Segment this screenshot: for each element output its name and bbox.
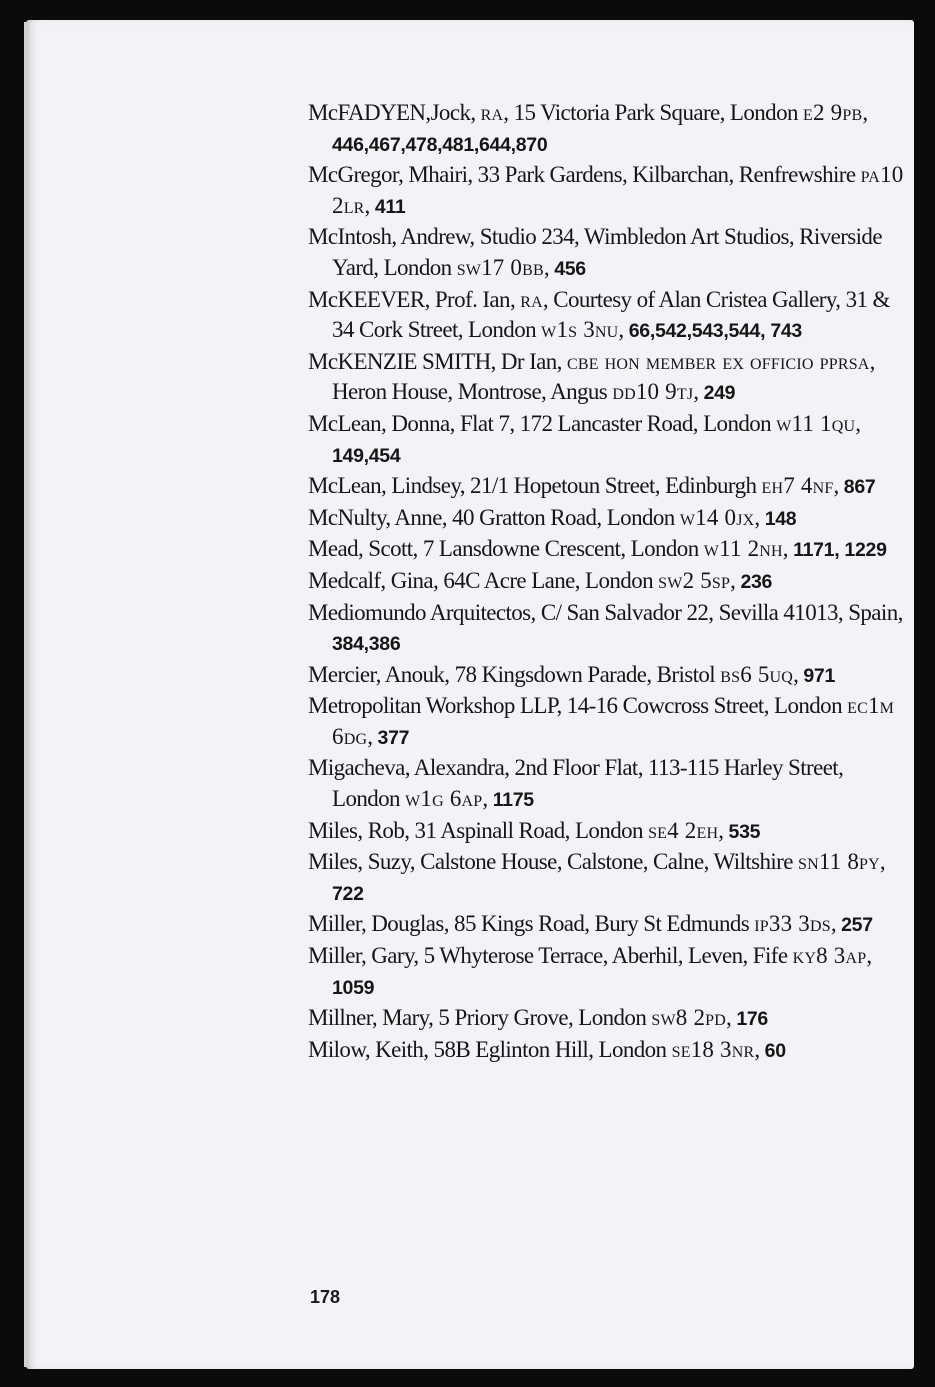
index-entry: Millner, Mary, 5 Priory Grove, London sw8 2pd, 176 [308,1005,768,1031]
entry-name: Millner, Mary, [308,1005,434,1031]
entry-name: McGregor, Mhairi, [308,162,473,188]
entry-address: 78 Kingsdown Parade, Bristol [449,661,716,687]
entry-address: 5 Whyterose Terrace, Aberhil, Leven, Fife [418,943,788,969]
index-entry: McLean, Donna, Flat 7, 172 Lancaster Road, London w11 1qu, 149,454 [308,410,861,467]
index-entry: Mercier, Anouk, 78 Kingsdown Parade, Bristol bs6 5uq, 971 [308,661,836,687]
entry-postcode: sn11 8py [797,849,880,875]
entry-name: McNulty, Anne, [308,504,447,530]
index-entry: Miles, Suzy, Calstone House, Calstone, Calne, Wiltshire sn11 8py, 722 [308,849,886,905]
entry-address: 5 Priory Grove, London [433,1005,647,1031]
entry-pages: 257 [841,914,873,937]
entry-pages: 249 [703,382,736,405]
entry-pages: 149,454 [332,444,401,467]
entry-pages: 1175 [492,789,534,812]
entry-address: 31 Aspinall Road, London [409,817,643,843]
entry-name: Miller, Gary, [308,943,419,969]
index-entry: McNulty, Anne, 40 Gratton Road, London w14 0jx, 148 [308,504,797,530]
entry-address: 7 Lansdowne Crescent, London [417,536,699,562]
entry-name: Miller, Douglas, [308,911,449,937]
entry-address: Calstone House, Calstone, Calne, Wiltshire [414,849,793,875]
entry-name: Mead, Scott, [308,536,418,562]
entry-name: Mediomundo Arquitectos, [308,599,536,625]
entry-address: Studio 234, Wimbledon Art Studios, Riverside Yard, London [332,224,882,280]
entry-postcode: w1s 3nu [541,317,619,343]
entry-pages: 377 [377,726,410,749]
entry-address: C/ San Salvador 22, Sevilla 41013, Spain [535,599,898,625]
entry-pages: 1059 [332,976,375,999]
entry-pages: 66,542,543,544, 743 [628,320,802,343]
entry-postcode: e2 9pb [803,100,863,125]
entry-postcode: w1g 6ap [405,786,483,812]
entry-postcode: eh7 4nf [761,473,834,499]
entry-name: Mercier, Anouk, [308,661,450,687]
entry-pages: 236 [740,570,773,593]
entry-postcode: sw8 2pd [651,1005,726,1031]
entry-postcode: bs6 5uq [720,661,794,687]
index-entry: Medcalf, Gina, 64C Acre Lane, London sw2 5sp, 236 [308,567,773,593]
entry-address: , Heron House, Montrose, Angus [332,348,875,405]
entry-name: Metropolitan Workshop LLP, [308,693,562,719]
entry-pages: 971 [803,664,836,687]
entry-address: 21/1 Hopetoun Street, Edinburgh [464,473,757,499]
index-entry: McLean, Lindsey, 21/1 Hopetoun Street, Edinburgh eh7 4nf, 867 [308,473,876,499]
entry-postcode: ky8 3ap [792,943,867,969]
entry-pages: 722 [332,882,364,905]
index-entry: Mead, Scott, 7 Lansdowne Crescent, London w11 2nh, 1171, 1229 [308,536,887,562]
entry-pages: 148 [764,507,797,530]
index-entry: Miller, Gary, 5 Whyterose Terrace, Aberhil, Leven, Fife ky8 3ap, 1059 [308,943,872,999]
entry-name: Miles, Suzy, [308,849,415,875]
entry-pages: 384,386 [332,633,401,656]
page-number: 178 [310,1287,341,1307]
entry-address: , 15 Victoria Park Square, London [503,100,798,125]
entry-pages: 535 [728,820,761,843]
entry-address: 40 Gratton Road, London [446,504,675,530]
scan-border [914,0,935,1387]
entry-postcode: se4 2eh [648,817,719,843]
entry-honours: cbe hon member ex officio pprsa [567,348,870,374]
entry-pages: 176 [736,1008,768,1031]
entry-address: 2nd Floor Flat, 113-115 Harley Street, London [332,755,844,812]
entry-postcode: sw17 0bb [456,254,544,280]
entry-address: 14-16 Cowcross Street, London [561,693,842,719]
entry-pages: 411 [374,195,406,218]
entry-name: Medcalf, Gina, [308,567,439,593]
index-entry: McIntosh, Andrew, Studio 234, Wimbledon Art Studios, Riverside Yard, London sw17 0bb, 456 [308,224,882,280]
entry-pages: 456 [554,257,586,280]
index-entry: Mediomundo Arquitectos, C/ San Salvador 22, Sevilla 41013, Spain, 384,386 [308,599,903,656]
entry-postcode: dd10 9tj [612,379,694,405]
entry-postcode: ec1m 6dg [332,693,895,749]
entry-postcode: w11 1qu [776,410,856,436]
entry-name: McFADYEN,Jock, [308,100,476,125]
index-entry: McGregor, Mhairi, 33 Park Gardens, Kilbarchan, Renfrewshire pa10 2lr, 411 [308,162,904,218]
entry-name: Migacheva, Alexandra, [308,755,510,781]
entry-postcode: se18 3nr [671,1036,755,1062]
index-entry: McKEEVER, Prof. Ian, ra, Courtesy of Alan Cristea Gallery, 31 & 34 Cork Street, London w1s 3nu, 66,542,543,544, 743 [308,286,890,343]
entry-address: 85 Kings Road, Bury St Edmunds [448,911,750,937]
index-entry: Miller, Douglas, 85 Kings Road, Bury St Edmunds ip33 3ds, 257 [308,911,873,937]
entry-pages: 446,467,478,481,644,870 [332,133,548,156]
index-entry: Milow, Keith, 58B Eglinton Hill, London se18 3nr, 60 [308,1036,786,1062]
entry-postcode: w11 2nh [703,536,783,562]
entry-name: McIntosh, Andrew, [308,224,475,250]
entry-postcode: ip33 3ds [754,911,831,937]
entry-address: 33 Park Gardens, Kilbarchan, Renfrewshire [472,162,856,188]
entry-postcode: w14 0jx [679,504,755,530]
index-entry: McFADYEN,Jock, ra, 15 Victoria Park Square, London e2 9pb, 446,467,478,481,644,870 [308,100,868,156]
entry-pages: 1171, 1229 [793,539,887,562]
entry-pages: 60 [764,1039,786,1062]
entry-name: Milow, Keith, [308,1036,429,1062]
entry-postcode: pa10 2lr [332,162,904,218]
entry-postcode: sw2 5sp [658,567,731,593]
entry-address: , Courtesy of Alan Cristea Gallery, 31 & 34 Cork Street, London [332,286,890,343]
entry-name: McLean, Donna, [308,410,455,436]
book-page [26,20,914,1369]
index-entry: Migacheva, Alexandra, 2nd Floor Flat, 113-115 Harley Street, London w1g 6ap, 1175 [308,755,844,812]
entry-honours: ra [480,100,504,125]
entry-name: Miles, Rob, [308,817,410,843]
entry-address: 64C Acre Lane, London [438,567,654,593]
entry-honours: ra [520,286,543,312]
entry-name: McKEEVER, Prof. Ian, [308,286,516,312]
entry-name: McKENZIE SMITH, Dr Ian, [308,348,562,374]
entry-name: McLean, Lindsey, [308,473,465,499]
index-entry: Metropolitan Workshop LLP, 14-16 Cowcross Street, London ec1m 6dg, 377 [308,693,895,749]
index-entries [308,98,908,1066]
index-entry: McKENZIE SMITH, Dr Ian, cbe hon member ex officio pprsa, Heron House, Montrose, Angus dd10 9tj, 249 [308,348,875,405]
entry-address: Flat 7, 172 Lancaster Road, London [454,410,772,436]
entry-pages: 867 [843,476,876,499]
index-entry: Miles, Rob, 31 Aspinall Road, London se4 2eh, 535 [308,817,761,843]
entry-address: 58B Eglinton Hill, London [428,1036,667,1062]
